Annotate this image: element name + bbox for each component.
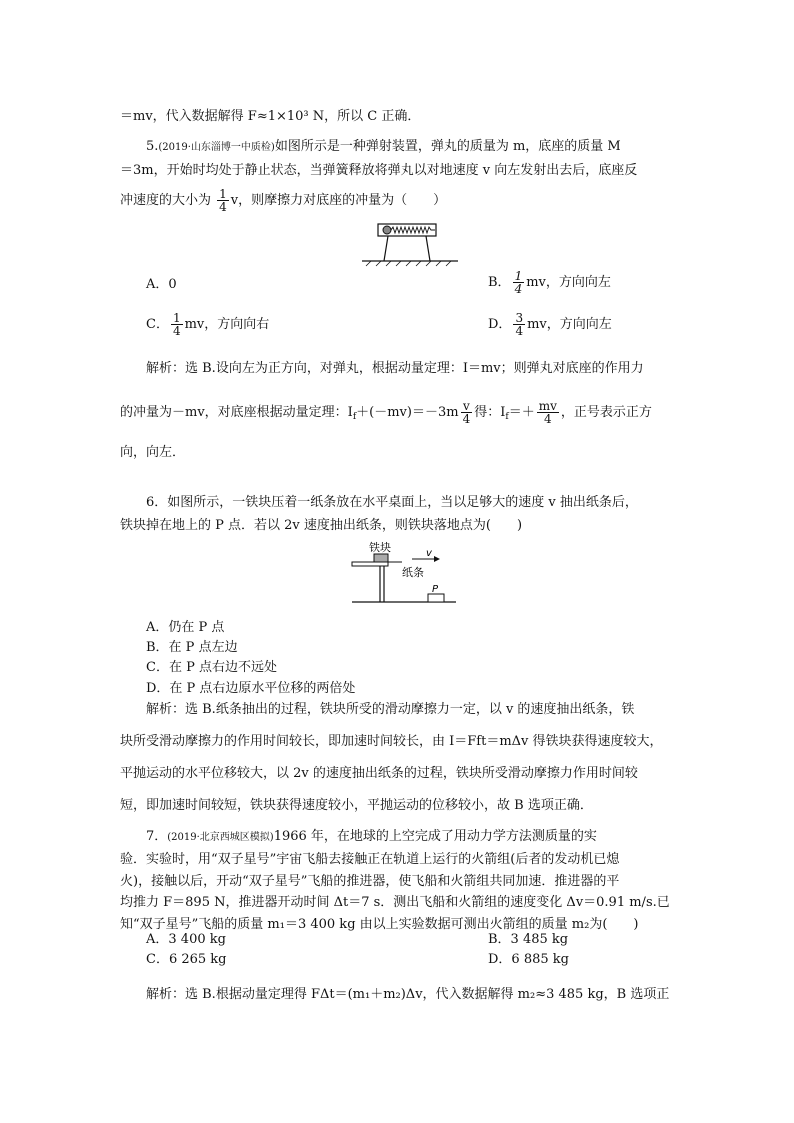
q6-line1: 6．如图所示，一铁块压着一纸条放在水平桌面上，当以足够大的速度 v 抽出纸条后， xyxy=(146,495,638,510)
q5-number: 5. xyxy=(146,139,159,154)
q5-line2: ＝3m，开始时均处于静止状态，当弹簧释放将弹丸以对地速度 v 向左发射出去后，底座反 xyxy=(120,163,638,178)
base-leg-right xyxy=(426,236,430,261)
landing-box xyxy=(428,594,444,602)
label-v: v xyxy=(426,548,432,559)
q6-solution-line3: 平抛运动的水平位移较大，以 2v 的速度抽出纸条的过程，铁块所受滑动摩擦力作用时间较 xyxy=(120,766,638,781)
q7-line3: 火)，接触以后，开动“双子星号”飞船的推进器，使飞船和火箭组共同加速．推进器的平 xyxy=(120,874,620,889)
q5-option-a[interactable]: A．0 xyxy=(146,277,177,292)
q6-option-b[interactable]: B．在 P 点左边 xyxy=(146,640,238,655)
q7-option-d[interactable]: D．6 885 kg xyxy=(488,952,569,967)
q6-solution-line4: 短，即加速时间较短，铁块获得速度较小，平抛运动的位移较小，故 B 选项正确． xyxy=(120,798,593,813)
q7-solution: 解析：选 B.根据动量定理得 FΔt＝(m₁＋m₂)Δv，代入数据解得 m₂≈3 485 kg，B 选项正 xyxy=(146,987,670,1002)
q5-option-b[interactable]: B． $\frac{1}{4}$ mv，方向向左 xyxy=(488,269,611,296)
q7-line1: 7．(2019·北京西城区模拟)1966 年，在地球的上空完成了用动力学方法测质量的实 xyxy=(146,829,597,844)
spring xyxy=(391,227,435,233)
q6-solution-line1: 解析：选 B.纸条抽出的过程，铁块所受的滑动摩擦力一定，以 v 的速度抽出纸条，铁 xyxy=(146,702,635,717)
table-top xyxy=(352,562,388,566)
q5-text1: 如图所示是一种弹射装置，弹丸的质量为 m，底座的质量 M xyxy=(274,139,621,154)
q5-text3a: 冲速度的大小为 xyxy=(120,193,212,208)
q5-launcher-figure xyxy=(360,218,460,268)
q5-line1 xyxy=(146,138,621,157)
q4-tail-line: ＝mv，代入数据解得 F≈1×10³ N，所以 C 正确． xyxy=(120,109,421,124)
q5-line3 xyxy=(120,188,446,213)
label-paper-strip: 纸条 xyxy=(402,566,424,579)
q5-source: (2019·山东淄博一中质检) xyxy=(158,142,275,153)
q5-option-c[interactable]: C． $\frac{1}{4}$ mv，方向向右 xyxy=(146,311,270,338)
ground-hatch xyxy=(366,261,451,266)
q6-table-figure xyxy=(350,540,460,606)
q6-option-a[interactable]: A．仍在 P 点 xyxy=(146,620,225,635)
iron-block xyxy=(374,554,388,562)
q6-line2: 铁块掉在地上的 P 点．若以 2v 速度抽出纸条，则铁块落地点为( ) xyxy=(120,518,523,533)
q5-text3b: v，则摩擦力对底座的冲量为（ ） xyxy=(230,193,447,208)
q5-solution-line1: 解析：选 B.设向左为正方向，对弹丸，根据动量定理：I＝mv；则弹丸对底座的作用力 xyxy=(146,361,644,376)
label-p: P xyxy=(432,584,439,595)
label-iron-block: 铁块 xyxy=(369,541,391,554)
projectile-ball xyxy=(383,226,391,234)
q5-solution-line3: 向，向左． xyxy=(120,445,186,460)
q7-option-b[interactable]: B．3 485 kg xyxy=(488,932,569,947)
q5-fraction: $\frac{1}{4}$ xyxy=(219,187,227,214)
q7-option-c[interactable]: C．6 265 kg xyxy=(146,952,227,967)
q7-line4: 均推力 F＝895 N，推进器开动时间 Δt＝7 s．测出飞船和火箭组的速度变化 Δv＝0.91 m/s.已 xyxy=(120,895,670,910)
q7-source: (2019·北京西城区模拟) xyxy=(167,832,274,843)
q7-line5: 知“双子星号”飞船的质量 m₁＝3 400 kg 由以上实验数据可测出火箭组的质量 m₂为( ) xyxy=(120,917,639,932)
q5-option-d[interactable]: D． $\frac{3}{4}$ mv，方向向左 xyxy=(488,311,612,338)
q7-line2: 验．实验时，用“双子星号”宇宙飞船去接触正在轨道上运行的火箭组(后者的发动机已熄 xyxy=(120,852,620,867)
q5-solution-line2: 的冲量为－mv，对底座根据动量定理：$I_f+(-mv)=-3m$ $\frac{v}{4}$ 得：$I_f=+$ $\frac{mv}{4}$ ，正号表示正方 xyxy=(120,399,652,426)
q6-option-c[interactable]: C．在 P 点右边不远处 xyxy=(146,660,277,675)
base-leg-left xyxy=(384,236,388,261)
q6-option-d[interactable]: D．在 P 点右边原水平位移的两倍处 xyxy=(146,681,356,696)
q6-solution-line2: 块所受滑动摩擦力的作用时间较长，即加速时间较长，由 I＝Fft＝mΔv 得铁块获得速度较大， xyxy=(120,734,663,749)
q7-option-a[interactable]: A．3 400 kg xyxy=(146,932,226,947)
velocity-arrowhead xyxy=(434,556,440,562)
